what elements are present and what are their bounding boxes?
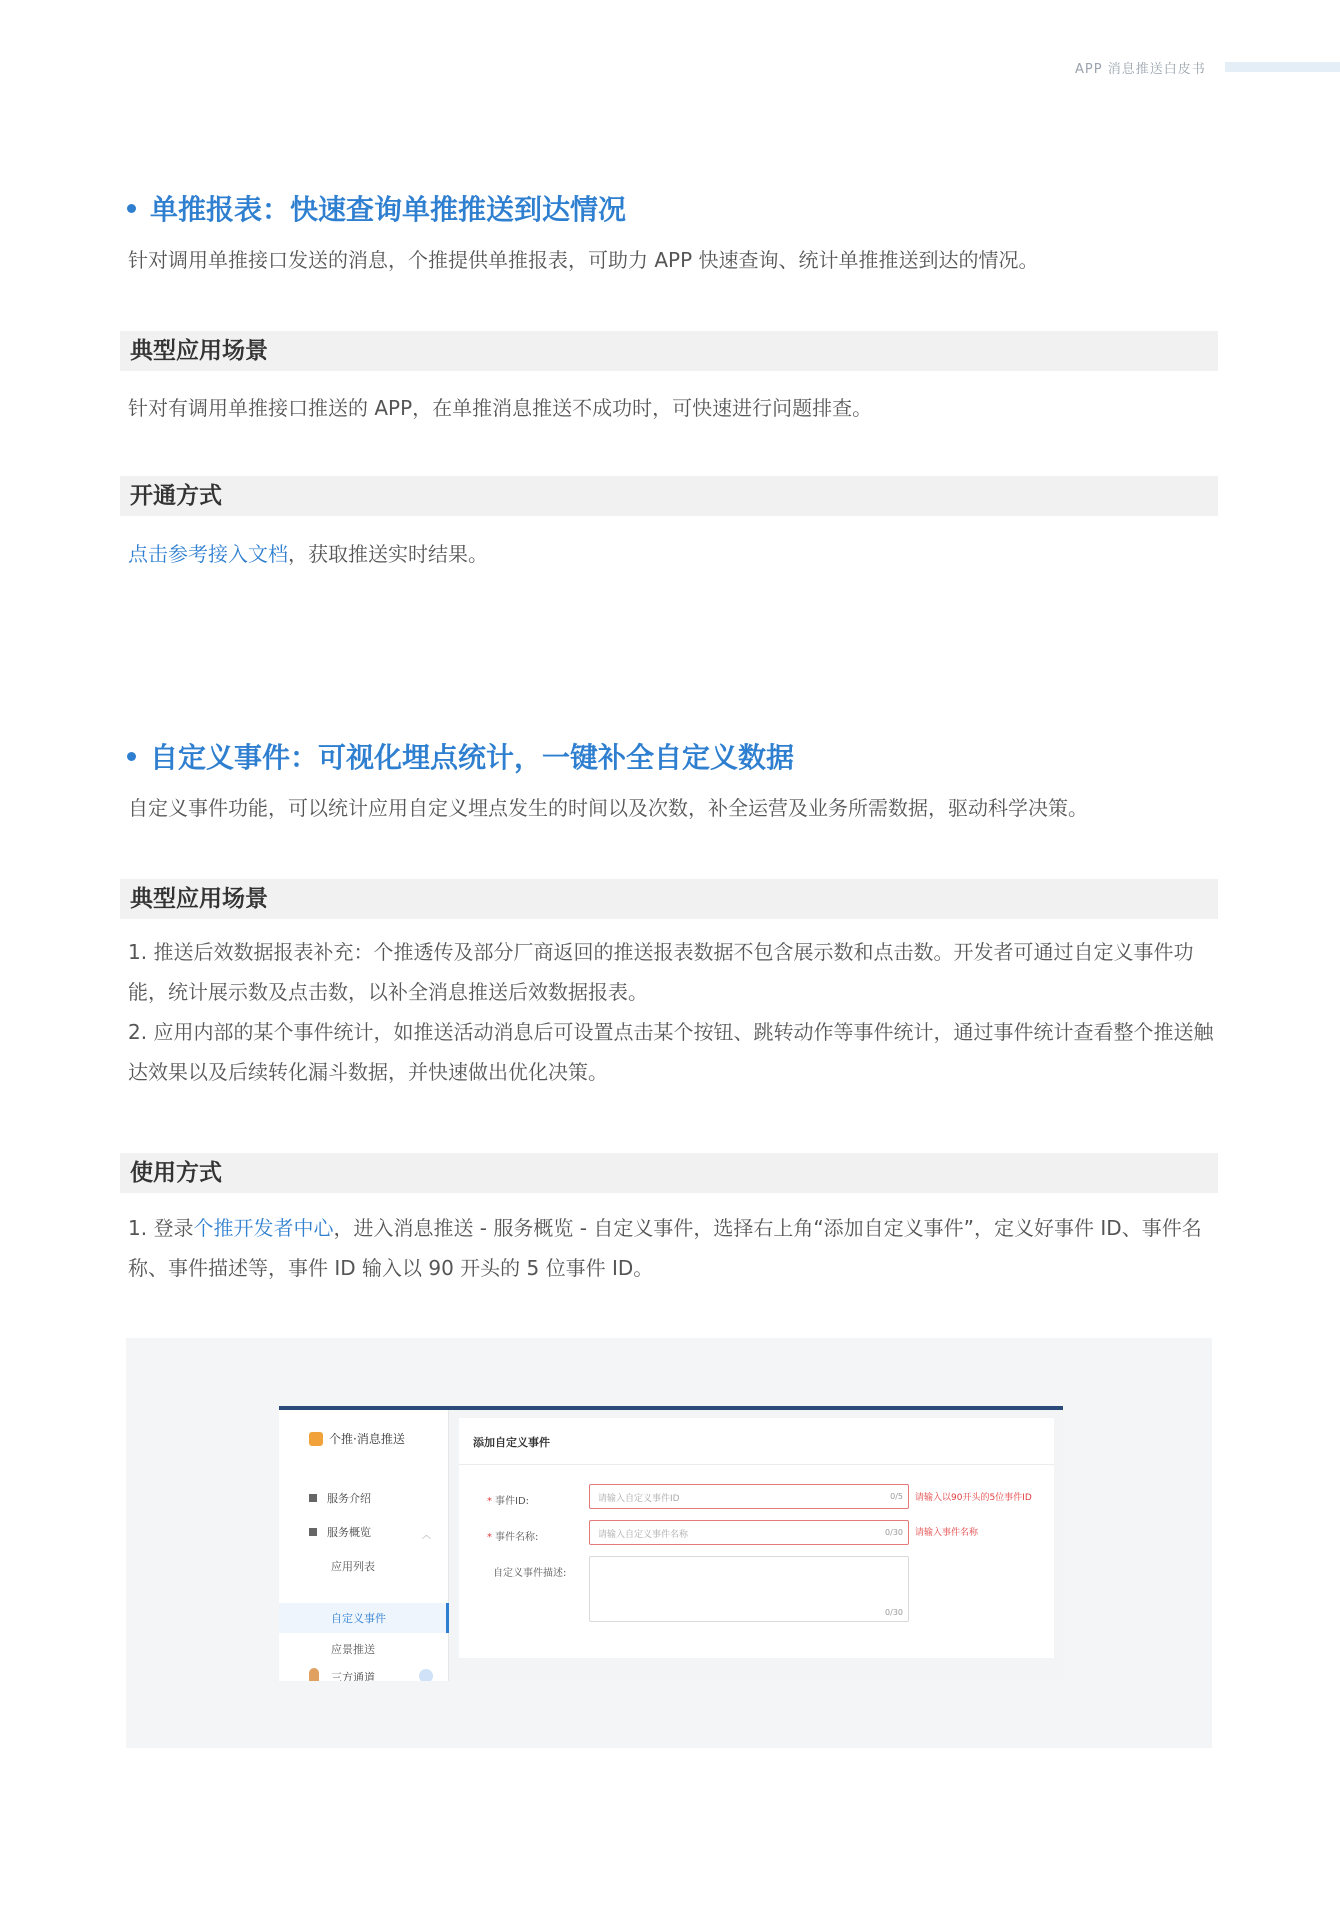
section2-scenario-text-1: 1. 推送后效数据报表补充：个推透传及部分厂商返回的推送报表数据不包含展示数和点击数。开发者可通过自定义事件功能，统计展示数及点击数，以补全消息推送后效数据报表。	[128, 940, 1194, 1004]
chevron-up-icon[interactable]: ︿	[422, 1531, 432, 1541]
doc-icon	[309, 1494, 317, 1502]
event-id-placeholder: 请输入自定义事件ID	[598, 1494, 680, 1504]
nav-scene-push[interactable]: 应景推送	[331, 1643, 375, 1656]
nav-service-overview[interactable]	[309, 1524, 371, 1540]
section1-activation-heading: 开通方式	[120, 476, 1218, 516]
section2-scenario-text-2: 2. 应用内部的某个事件统计，如推送活动消息后可设置点击某个按钮、跳转动作等事件统计，通过事件统计查看整个推送触达效果以及后续转化漏斗数据，并快速做出优化决策。	[128, 1020, 1214, 1084]
badge-icon	[419, 1669, 433, 1681]
event-name-error: 请输入事件名称	[915, 1528, 979, 1538]
section2-scenario-heading: 典型应用场景	[120, 879, 1218, 919]
event-name-label: * 事件名称:	[487, 1532, 539, 1543]
section2-usage-paragraph	[128, 1208, 1218, 1288]
nav-app-list[interactable]: 应用列表	[331, 1560, 375, 1573]
panel-title: 添加自定义事件	[473, 1436, 550, 1449]
section1-title-text: 单推报表：快速查询单推推送到达情况	[150, 193, 627, 226]
console-sidebar	[279, 1410, 449, 1681]
grid-icon	[309, 1528, 317, 1536]
event-name-placeholder: 请输入自定义事件名称	[598, 1530, 689, 1540]
section2-title-text: 自定义事件：可视化埋点统计，一键补全自定义数据	[150, 741, 795, 774]
nav-third-party[interactable]: 三方通道	[331, 1671, 375, 1681]
console-brand	[309, 1430, 405, 1447]
screenshot-figure	[126, 1338, 1212, 1748]
section1-intro: 针对调用单推接口发送的消息，个推提供单推报表，可助力 APP 快速查询、统计单推推送到达的情况。	[128, 248, 1039, 272]
brand-logo-icon	[309, 1432, 323, 1446]
nav-service-intro[interactable]	[309, 1490, 371, 1506]
section2-title	[127, 736, 794, 776]
activation-text: ，获取推送实时结果。	[288, 542, 488, 566]
event-name-count: 0/30	[885, 1528, 903, 1537]
event-desc-count: 0/30	[885, 1608, 903, 1617]
event-id-error: 请输入以90开头的5位事件ID	[915, 1493, 1032, 1503]
event-id-label: * 事件ID:	[487, 1496, 530, 1507]
console-screenshot	[279, 1406, 1063, 1681]
brand-label: 个推·消息推送	[329, 1432, 405, 1446]
running-title: APP 消息推送白皮书	[1075, 62, 1206, 77]
event-name-input[interactable]	[589, 1520, 909, 1545]
bullet-icon	[127, 752, 136, 761]
bullet-icon	[127, 204, 136, 213]
section1-title	[127, 188, 626, 228]
section1-scenario-heading: 典型应用场景	[120, 331, 1218, 371]
developer-center-link[interactable]: 个推开发者中心	[193, 1216, 334, 1240]
event-desc-textarea[interactable]	[589, 1556, 909, 1622]
nav-service-intro-label: 服务介绍	[327, 1492, 371, 1505]
person-icon	[309, 1668, 319, 1681]
section1-activation-paragraph	[128, 534, 1218, 574]
nav-custom-event[interactable]: 自定义事件	[331, 1612, 386, 1625]
section2-intro: 自定义事件功能，可以统计应用自定义埋点发生的时间以及次数，补全运营及业务所需数据，驱动科学决策。	[128, 796, 1088, 820]
usage-prefix: 1. 登录	[128, 1216, 194, 1240]
access-doc-link[interactable]: 点击参考接入文档	[128, 542, 288, 566]
add-event-panel	[459, 1418, 1054, 1658]
event-desc-label: 自定义事件描述:	[493, 1568, 567, 1579]
panel-divider	[459, 1464, 1054, 1465]
event-id-input[interactable]	[589, 1484, 909, 1509]
section1-scenario-text: 针对有调用单推接口推送的 APP，在单推消息推送不成功时，可快速进行问题排查。	[128, 396, 873, 420]
usage-text: ，进入消息推送 - 服务概览 - 自定义事件，选择右上角“添加自定义事件”，定义好事件 ID、事件名称、事件描述等，事件 ID 输入以 90 开头的 5 位事件 ID。	[128, 1216, 1202, 1280]
header-accent-bar	[1225, 62, 1340, 72]
section2-usage-heading: 使用方式	[120, 1153, 1218, 1193]
nav-service-overview-label: 服务概览	[327, 1526, 371, 1539]
event-id-count: 0/5	[890, 1492, 903, 1501]
